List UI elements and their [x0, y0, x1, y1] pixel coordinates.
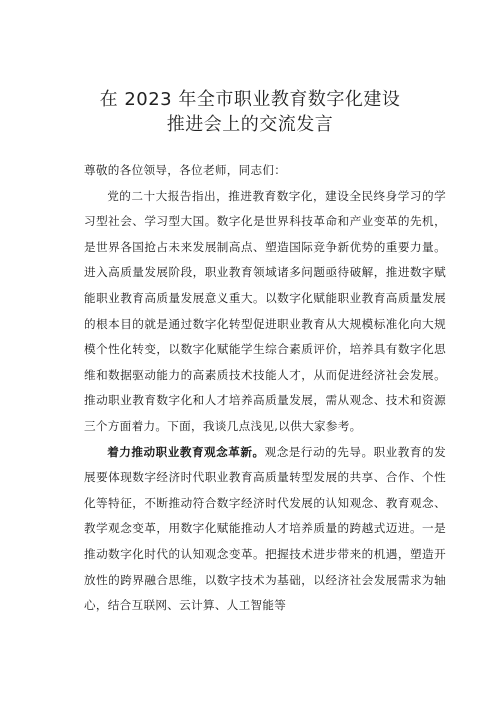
section-1-heading: 着力推动职业教育观念革新。: [107, 444, 265, 459]
document-body: [84, 158, 446, 619]
document-title-line-1: 在 2023 年全市职业教育数字化建设: [99, 89, 401, 110]
section-1-paragraph: [84, 440, 446, 619]
salutation: 尊敬的各位领导，各位老师，同志们：: [84, 163, 287, 177]
intro-paragraph: 党的二十大报告指出，推进教育数字化，建设全民终身学习的学习型社会、学习型大国。数字化是世界科技革命和产业变革的先机，是世界各国抢占未来发展制高点、塑造国际竞争新优势的重要力量。进入高质量发展阶段，职业教育领域诸多问题亟待破解，推进数字赋能职业教育高质量发展意义重大。以数字化赋能职业教育高质量发展的根本目的就是通过数字化转型促进职业教育从大规模标准化向大规模个性化转变，以数字化赋能学生综合素质评价，培养具有数字化思维和数据驱动能力的高素质技术技能人才，从而促进经济社会发展。推动职业教育数字化和人才培养高质量发展，需从观念、技术和资源三个方面着力。下面，我谈几点浅见,以供大家参考。: [84, 188, 446, 433]
section-1-text: 观念是行动的先导。职业教育的发展要体现数字经济时代职业教育高质量转型发展的共享、合作、个性化等特征，不断推动符合数字经济时代发展的认知观念、教育观念、教学观念变革，用数字化赋能推动人才培养质量的跨越式迈进。一是推动数字化时代的认知观念变革。把握技术进步带来的机遇，塑造开放性的跨界融合思维，以数字技术为基础，以经济社会发展需求为轴心，结合互联网、云计算、人工智能等: [84, 444, 446, 613]
document-title-line-2: 推进会上的交流发言: [166, 114, 334, 135]
